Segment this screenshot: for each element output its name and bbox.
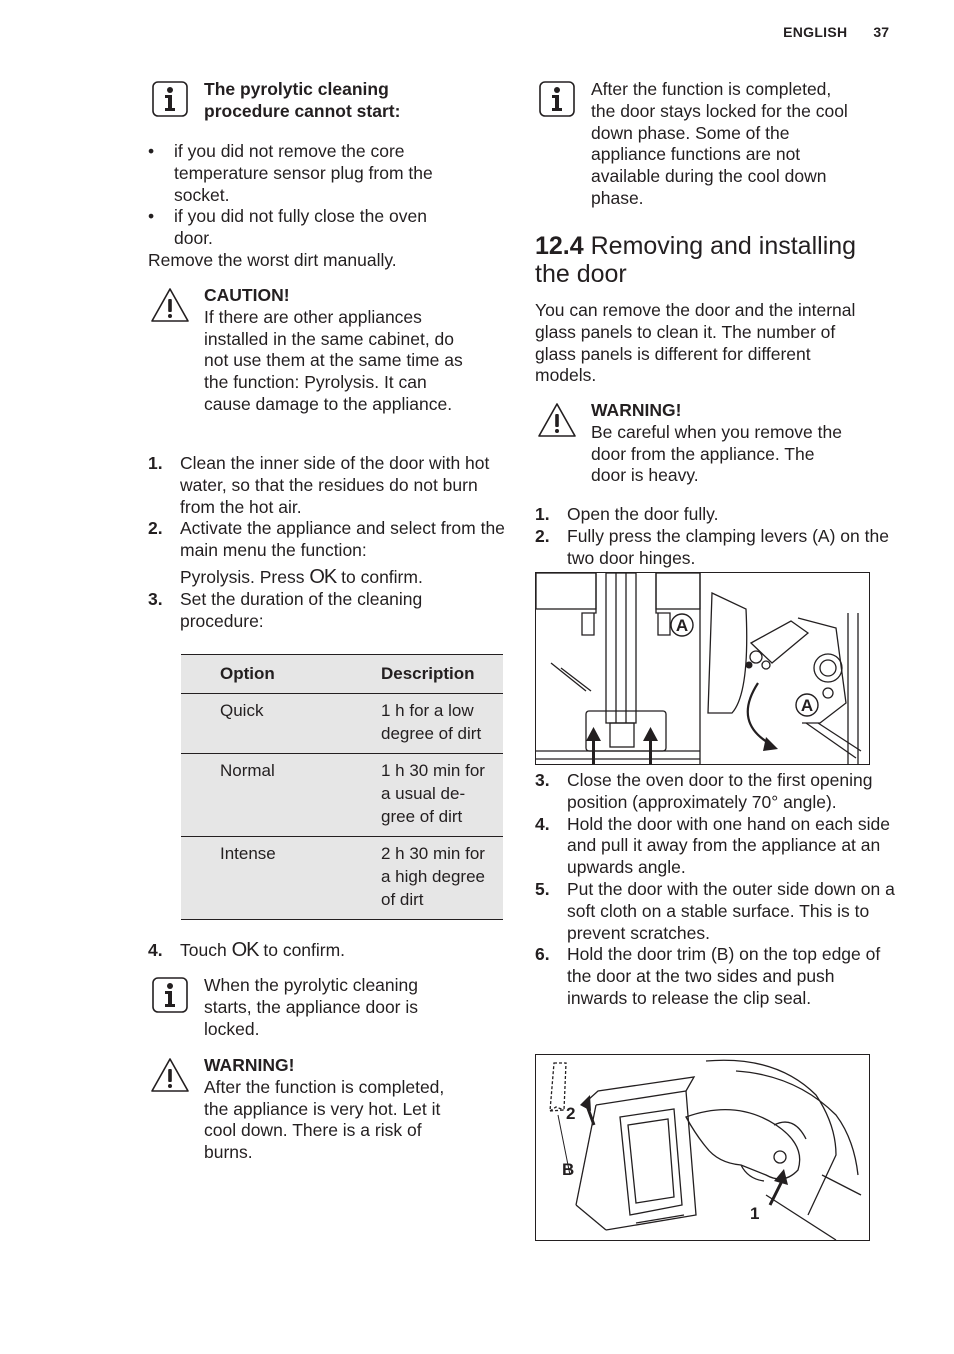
- options-table-wrap: [181, 654, 503, 920]
- desc-line: gree of dirt: [381, 807, 463, 826]
- warning-title: WARNING!: [591, 400, 682, 420]
- bullet-item: • if you did not remove the core temperature sensor plug from the socket.: [148, 141, 468, 206]
- section-heading: [535, 232, 895, 288]
- step-number: 3.: [148, 588, 163, 609]
- step-text: Put the door with the outer side down on a soft cloth on a stable surface. This is to prevent scratches.: [567, 878, 895, 943]
- step-item: [535, 504, 895, 526]
- step-text: Hold the door with one hand on each side and pull it away from the appliance at an upwards angle.: [567, 813, 891, 878]
- language-label: ENGLISH: [783, 24, 848, 40]
- door-trim-illustration: [536, 1055, 869, 1240]
- table-header-option: Option: [181, 655, 381, 694]
- step-item: [535, 814, 895, 879]
- figure-label-b: B: [562, 1160, 575, 1179]
- desc-line: a usual de-: [381, 784, 466, 803]
- figure-label-a: A: [675, 616, 689, 635]
- step-text-continued: [180, 567, 508, 589]
- step-text: Open the door fully.: [567, 504, 719, 524]
- step-text: Activate the appliance and select from the main menu the function:: [180, 518, 505, 561]
- caution-title: CAUTION!: [204, 285, 290, 305]
- step-number: 5.: [535, 878, 550, 899]
- step-text-part: Touch: [180, 940, 227, 960]
- step-item: [535, 879, 895, 944]
- table-cell-description: [381, 694, 503, 754]
- desc-line: 1 h 30 min for: [381, 761, 485, 780]
- bullet-item: • if you did not fully close the oven door.: [148, 206, 468, 250]
- info-icon: [152, 81, 188, 117]
- options-table: [181, 654, 503, 920]
- table-row: [181, 837, 503, 920]
- step-4: [148, 940, 508, 962]
- section-intro: You can remove the door and the internal glass panels to clean it. The number of glass panels is different for different models.: [535, 300, 856, 386]
- step-number: 2.: [148, 518, 163, 539]
- ok-symbol: OK: [231, 939, 259, 961]
- bullet-list: [148, 141, 468, 272]
- warning-triangle-icon: [150, 287, 190, 323]
- step-item: [148, 518, 508, 588]
- ok-symbol: OK: [309, 565, 337, 588]
- step-text-part: to confirm.: [341, 566, 423, 587]
- desc-line: 1 h for a low: [381, 701, 474, 720]
- step-text: Hold the door trim (B) on the top edge of the door at the two sides and push inwards to release the clip seal.: [567, 944, 881, 1008]
- table-header-row: [181, 655, 503, 694]
- figure-label-a: A: [800, 696, 814, 715]
- steps-list-right-b: [535, 770, 895, 1010]
- table-cell-description: [381, 837, 503, 920]
- info-icon: [152, 977, 188, 1013]
- warning-text: After the function is completed, the appliance is very hot. Let it cool down. There is a risk of burns.: [204, 1076, 445, 1163]
- step-item: [148, 453, 508, 518]
- step-text: Close the oven door to the first opening position (approximately 70° angle).: [567, 770, 873, 812]
- figure-label-2: 2: [566, 1104, 576, 1123]
- desc-line: of dirt: [381, 890, 424, 909]
- step-number: 3.: [535, 770, 550, 790]
- table-cell-option: Intense: [181, 837, 381, 920]
- page-header: [783, 22, 889, 44]
- table-cell-option: Normal: [181, 754, 381, 837]
- step-text: Fully press the clamping levers (A) on the two door hinges.: [567, 525, 889, 568]
- step-number: 1.: [148, 453, 163, 473]
- step-number: 6.: [535, 944, 550, 965]
- section-title-text: Removing and installing the door: [535, 232, 857, 288]
- figure-label-1: 1: [750, 1204, 760, 1223]
- info-note-text: When the pyrolytic cleaning starts, the appliance door is locked.: [204, 975, 419, 1039]
- warning-triangle-icon: [537, 402, 577, 438]
- step-item: [535, 770, 895, 814]
- info-icon: [539, 81, 575, 117]
- desc-line: degree of dirt: [381, 724, 482, 743]
- warning-title: WARNING!: [204, 1055, 295, 1075]
- step-number: 4.: [148, 940, 163, 960]
- table-row: [181, 694, 503, 754]
- step-number: 2.: [535, 525, 550, 546]
- table-header-description: Description: [381, 655, 503, 694]
- figure-door-trim: [535, 1054, 870, 1241]
- info-note-title: The pyrolytic cleaning procedure cannot start:: [204, 79, 401, 121]
- warning-triangle-icon: [150, 1057, 190, 1093]
- table-row: [181, 754, 503, 837]
- step-item: [535, 526, 895, 570]
- desc-line: 2 h 30 min for: [381, 844, 485, 863]
- desc-line: a high degree: [381, 867, 485, 886]
- steps-list-right-a: [535, 504, 895, 569]
- step-item: [535, 944, 895, 1009]
- step-text: Set the duration of the cleaning procedure:: [180, 588, 423, 631]
- step-text-part: to confirm.: [263, 940, 346, 960]
- steps-list-left: [148, 453, 508, 632]
- step-item: [148, 940, 508, 962]
- table-cell-option: Quick: [181, 694, 381, 754]
- step-number: 4.: [535, 813, 550, 834]
- caution-text: If there are other appliances installed in the same cabinet, do not use them at the same time as the function: Pyrolysis. It can cause damage to the appliance.: [204, 306, 463, 414]
- table-cell-description: [381, 754, 503, 837]
- step-item: [148, 589, 508, 633]
- page-number: 37: [873, 24, 889, 40]
- section-number: 12.4: [535, 232, 584, 260]
- figure-hinge-levers: [535, 572, 870, 765]
- step-text-part: Pyrolysis. Press: [180, 566, 305, 587]
- warning-text: Be careful when you remove the door from the appliance. The door is heavy.: [591, 421, 842, 486]
- step-number: 1.: [535, 504, 550, 524]
- step-text: Clean the inner side of the door with hot water, so that the residues do not burn from the hot air.: [180, 453, 490, 517]
- paragraph-remove-dirt: Remove the worst dirt manually.: [148, 249, 397, 270]
- hinge-illustration: [536, 573, 869, 764]
- info-note-text: After the function is completed, the door stays locked for the cool down phase. Some of the appliance functions are not available during the cool down phase.: [591, 79, 848, 208]
- section-title: [535, 232, 895, 288]
